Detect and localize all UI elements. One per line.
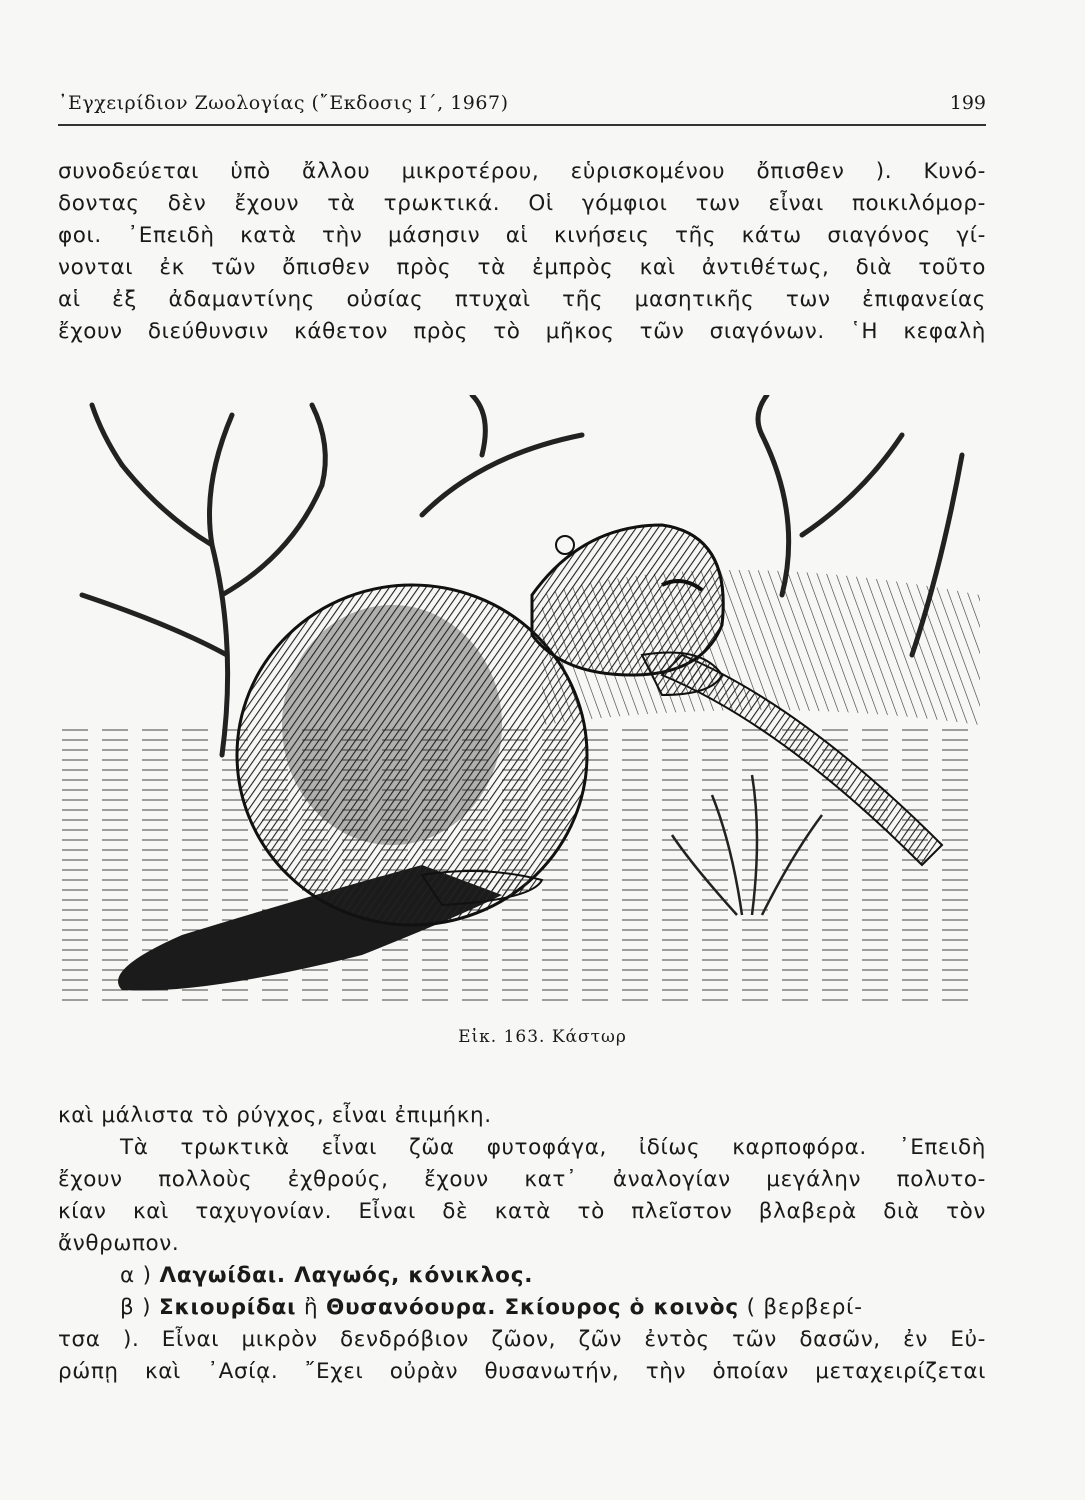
- beta-label: β ): [120, 1295, 152, 1320]
- page-number: 199: [949, 92, 986, 114]
- alpha-bold-text: Λαγωίδαι. Λαγωός, κόνικλος.: [159, 1263, 534, 1288]
- text-line: ἔχουν διεύθυνσιν κάθετον πρὸς τὸ μῆκος τῶν σιαγόνων. ῾Η κεφαλὴ: [58, 319, 986, 344]
- alpha-heading-line: [58, 1260, 986, 1292]
- beta-heading-line: [58, 1292, 986, 1324]
- text-line: ἔχουν πολλοὺς ἐχθρούς, ἔχουν κατ᾿ ἀναλογίαν μεγάλην πολυτο-: [58, 1167, 986, 1192]
- beta-bold-text-1: Σκιουρίδαι: [158, 1295, 297, 1320]
- text-line: φοι. ᾿Επειδὴ κατὰ τὴν μάσησιν αἱ κινήσεις τῆς κάτω σιαγόνος γί-: [58, 223, 986, 248]
- beta-bold-text-2: Θυσανόουρα. Σκίουρος ὁ κοινὸς: [326, 1295, 739, 1320]
- header-rule: [58, 124, 986, 126]
- figure-caption: Εἰκ. 163. Κάστωρ: [458, 1027, 627, 1047]
- text-line: κίαν καὶ ταχυγονίαν. Εἶναι δὲ κατὰ τὸ πλεῖστον βλαβερὰ διὰ τὸν: [58, 1199, 986, 1224]
- text-line: νονται ἐκ τῶν ὄπισθεν πρὸς τὰ ἐμπρὸς καὶ ἀντιθέτως, διὰ τοῦτο: [58, 255, 986, 280]
- bottom-text: [58, 1100, 986, 1388]
- text-line: δοντας δὲν ἔχουν τὰ τρωκτικά. Οἱ γόμφιοι των εἶναι ποικιλόμορ-: [58, 191, 986, 216]
- text-line: τσα ). Εἶναι μικρὸν δενδρόβιον ζῶον, ζῶν ἐντὸς τῶν δασῶν, ἐν Εὐ-: [58, 1327, 986, 1352]
- text-line: αἱ ἐξ ἀδαμαντίνης οὐσίας πτυχαὶ τῆς μασητικῆς των ἐπιφανείας: [58, 287, 986, 312]
- top-paragraph: [58, 156, 986, 348]
- text-line: Τὰ τρωκτικὰ εἶναι ζῶα φυτοφάγα, ἰδίως καρποφόρα. ᾿Επειδὴ: [120, 1135, 986, 1160]
- beaver-illustration: [62, 395, 980, 1007]
- text-line: ἄνθρωπον.: [58, 1231, 180, 1256]
- running-header-title: ᾿Εγχειρίδιον Ζωολογίας (῎Εκδοσις Ι΄, 1967): [58, 92, 509, 114]
- text-line: καὶ μάλιστα τὸ ρύγχος, εἶναι ἐπιμήκη.: [58, 1103, 492, 1128]
- text-line: ρώπῃ καὶ ᾿Ασίᾳ. ῎Εχει οὐρὰν θυσανωτήν, τὴν ὁποίαν μεταχειρίζεται: [58, 1359, 986, 1384]
- running-header: [58, 92, 986, 122]
- text-line: συνοδεύεται ὑπὸ ἄλλου μικροτέρου, εὑρισκομένου ὄπισθεν ). Κυνό-: [58, 159, 986, 184]
- alpha-label: α ): [120, 1263, 152, 1288]
- beta-connector: ἢ: [303, 1295, 319, 1320]
- beta-rest: ( βερβερί-: [746, 1295, 863, 1320]
